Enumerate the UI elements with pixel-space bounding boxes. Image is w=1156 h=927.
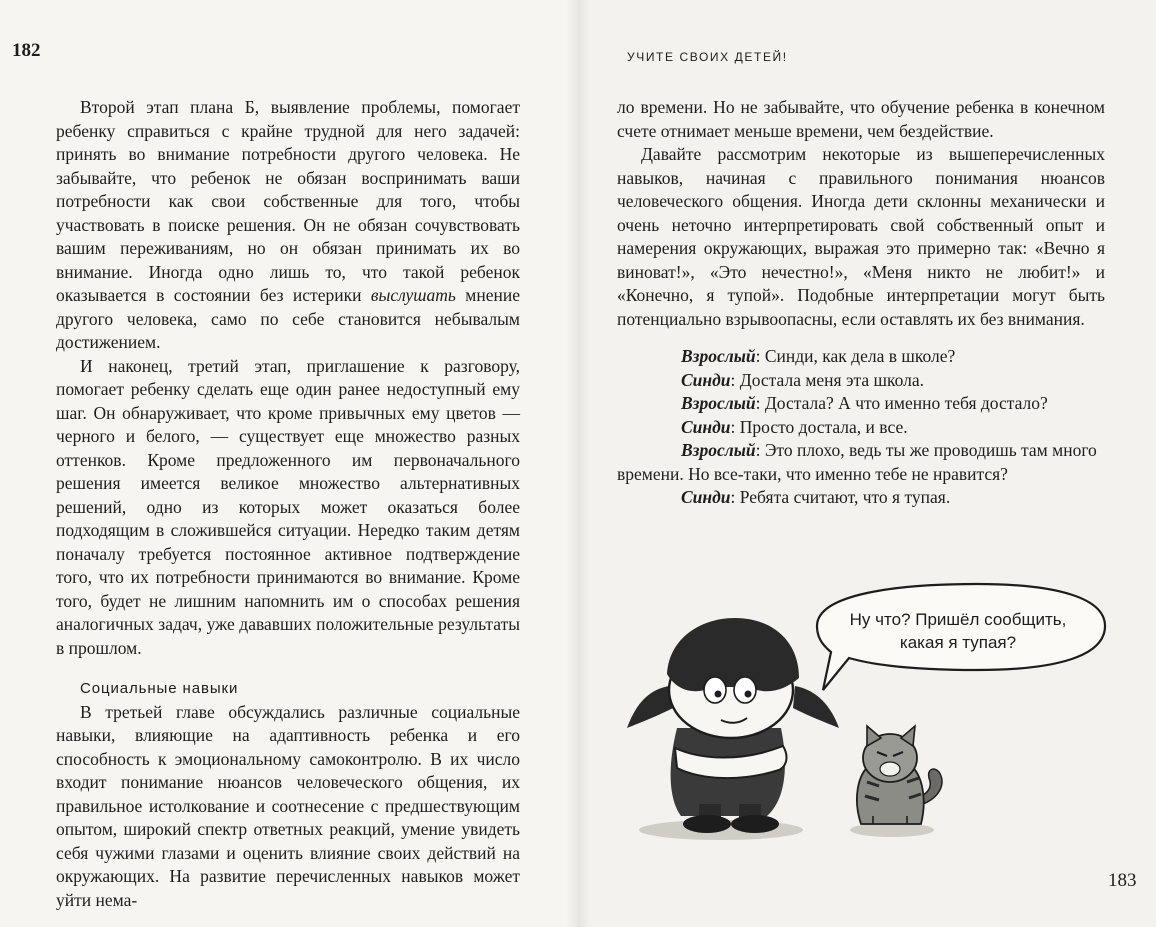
girl-eye — [704, 677, 726, 703]
cat-muzzle — [880, 762, 900, 776]
book-gutter — [566, 0, 590, 927]
dialogue-speaker: Взрослый — [681, 393, 756, 413]
dialogue-line — [617, 439, 1105, 463]
left-paragraph-3: В третьей главе обсуждались различные социальные навыки, влияющие на адаптивность ребенка и его способность к эмоциональному самоконтролю. В их число входит понимание нюансов человеческого общения, их правильное истолкование и соотнесение с предшествующим опытом, широкий спектр ответных реакций, умение увидеть себя чужими глазами и оценить влияние своих действий на окружающих. На развитие перечисленных навыков может уйти нема- — [56, 701, 520, 910]
girl-pupil — [745, 691, 752, 698]
right-text-column — [617, 96, 1105, 510]
dialogue-text: : Достала меня эта школа. — [730, 369, 924, 390]
dialogue-wrap-line: времени. Но все-таки, что именно тебе не нравится? — [617, 463, 1008, 484]
left-text-column — [56, 96, 520, 912]
girl-left-pigtail — [627, 686, 673, 728]
dialogue-speaker: Синди — [681, 369, 731, 390]
girl-shoe — [683, 815, 731, 833]
left-paragraph-1 — [56, 96, 520, 355]
dialogue-line — [617, 345, 1105, 369]
speech-bubble-line: какая я тупая? — [899, 633, 1017, 652]
dialogue-speaker: Синди — [681, 487, 731, 507]
cat-shadow — [850, 823, 934, 837]
dialogue-speaker: Синди — [681, 416, 731, 437]
dialogue-text: : Просто достала, и все. — [730, 416, 908, 437]
girl-pupil — [715, 691, 722, 698]
girl-hair — [667, 618, 799, 691]
dialogue-line — [617, 369, 1105, 393]
subheading-social-skills: Социальные навыки — [80, 680, 239, 697]
right-paragraph-2: Давайте рассмотрим некоторые из вышеперечисленных навыков, начиная с правильного понимания нюансов человеческого общения. Иногда дети склонны механически и очень неточно интерпретировать свой собственный опыт и намерения окружающих, выражая это примерно так: «Вечно я виноват!», «Это нечестно!», «Меня никто не любит!» и «Конечно, я тупой». Подобные интерпретации могут быть потенциально взрывоопасны, если оставлять их без внимания. — [617, 144, 1105, 329]
left-paragraph-2: И наконец, третий этап, приглашение к разговору, помогает ребенку сделать еще один ранее недоступный ему шаг. Он обнаруживает, что кроме привычных ему цветов — черного и белого, — существует еще множество разных оттенков. Кроме предложенного им первоначального решения имеется великое множество альтернативных решений, одно из которых может оказаться более подходящим в сложившейся ситуации. Нередко таким детям поначалу требуется постоянное активное подтверждение того, что их потребности принимаются во внимание. Кроме того, будет не лишним напомнить им о способах решения аналогичных задач, уже дававших положительные результаты в прошлом. — [56, 355, 520, 658]
dialogue-text: : Достала? А что именно тебя достало? — [755, 393, 1048, 413]
girl-shoe — [731, 815, 779, 833]
page-number-right: 183 — [1108, 870, 1137, 891]
girl-right-pigtail — [793, 686, 839, 728]
left-paragraph-1-italic: выслушать — [370, 285, 456, 305]
speech-bubble-line: Ну что? Пришёл сообщить, — [849, 610, 1067, 629]
left-paragraph-1-end: мнение другого человека, само по себе становится небывалым достижением. — [56, 285, 520, 352]
dialogue-gap — [617, 331, 1105, 345]
girl-eye — [734, 677, 756, 703]
left-paragraph-1-start: Второй этап плана Б, выявление проблемы, помогает ребенку справиться с крайне трудной для него задачей: принять во внимание потребности другого человека. Не забывайте, что ребенок не обязан воспринимать ваши потребности как свои собственные для того, чтобы участвовать в поиске решения. Он не обязан сочувствовать вашим переживаниям, но он обязан принимать их во внимание. Иногда одно лишь то, что такой ребенок оказывается в состоянии без истерики — [56, 97, 520, 305]
dialogue-text: : Ребята считают, что я тупая. — [730, 487, 951, 507]
running-head: УЧИТЕ СВОИХ ДЕТЕЙ! — [627, 50, 788, 64]
speech-bubble-text — [838, 608, 1078, 654]
dialogue-line — [617, 486, 1105, 510]
dialogue-line — [617, 416, 1105, 440]
dialogue-text: : Синди, как дела в школе? — [755, 346, 956, 366]
dialogue-speaker: Взрослый — [681, 440, 756, 460]
dialogue-speaker: Взрослый — [681, 346, 756, 366]
dialogue-line — [617, 392, 1105, 416]
dialogue-text: : Это плохо, ведь ты же проводишь там много — [755, 440, 1097, 460]
right-paragraph-1: ло времени. Но не забывайте, что обучение ребенка в конечном счете отнимает меньше времени, чем бездействие. — [617, 97, 1105, 141]
page-number-left: 182 — [12, 40, 41, 61]
